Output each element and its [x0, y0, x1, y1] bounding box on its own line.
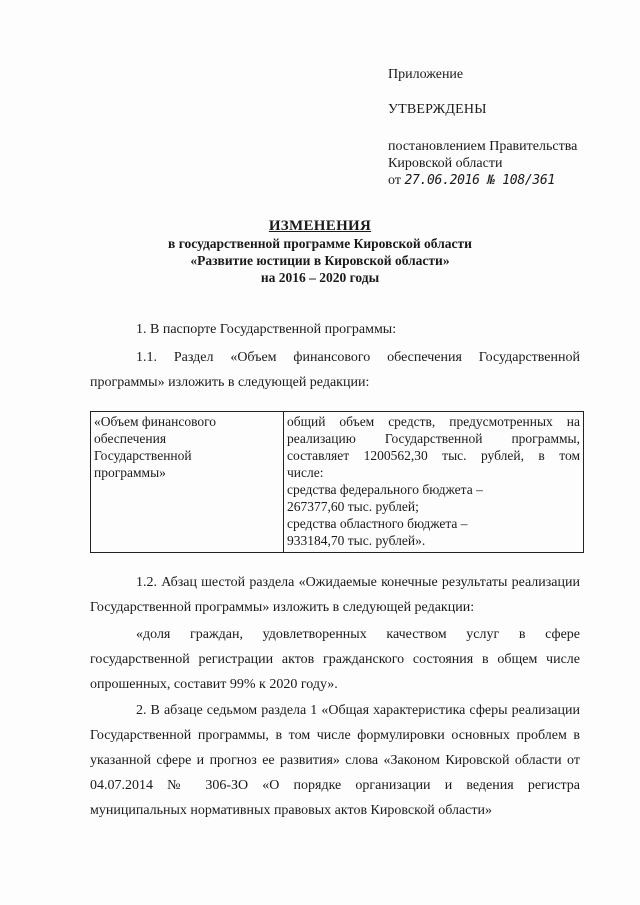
table-left-line: программы»: [94, 465, 166, 480]
document-title-block: [130, 218, 510, 286]
title-line-1: в государственной программе Кировской области: [168, 236, 472, 251]
approval-block: [388, 66, 628, 189]
table-right-line: составляет 1200562,30 тыс. рублей, в том: [287, 448, 580, 463]
table-right-line: средства областного бюджета –: [287, 516, 468, 531]
table-right-line: общий объем средств, предусмотренных на: [287, 414, 580, 429]
paragraph-1-2: 1.2. Абзац шестой раздела «Ожидаемые конечные результаты реализации Государственной программы» изложить в следующей редакции:: [90, 575, 580, 615]
approved-label: УТВЕРЖДЕНЫ: [388, 102, 487, 117]
resolution-line-3: [388, 172, 628, 189]
resolution-line-1: постановлением Правительства: [388, 139, 578, 154]
table-right-line: 933184,70 тыс. рублей».: [287, 533, 426, 548]
table-right-line: числе:: [287, 465, 324, 480]
table-right-line: средства федерального бюджета –: [287, 482, 483, 497]
table-right-line: 267377,60 тыс. рублей;: [287, 499, 419, 514]
table-row: [91, 412, 584, 553]
appendix-label: Приложение: [388, 67, 464, 82]
resolution-handwritten-number: 27.06.2016 № 108/361: [404, 173, 555, 188]
title-line-3: на 2016 – 2020 годы: [260, 270, 380, 285]
table-left-line: обеспечения: [94, 431, 167, 446]
document-title: ИЗМЕНЕНИЯ: [268, 218, 372, 234]
table-right-line: реализацию Государственной программы,: [287, 431, 580, 446]
table-left-line: Государственной: [94, 448, 192, 463]
resolution-line-2: Кировской области: [388, 156, 503, 171]
quoted-paragraph: «доля граждан, удовлетворенных качеством услуг в сфере государственной регистрации актов гражданского состояния в общем числе опрошенных, составит 99% к 2020 году».: [90, 627, 580, 692]
financing-table: [90, 411, 584, 553]
table-cell-label: [91, 412, 284, 553]
title-line-2: «Развитие юстиции в Кировской области»: [190, 253, 450, 268]
paragraph-2: 2. В абзаце седьмом раздела 1 «Общая характеристика сферы реализации Государственной программы, в том числе формулировки основных проблем в указанной сфере и прогноз ее развития» слова «Законом Кировской области от 04.07.2014 № 306-ЗО «О порядке организации и ведения регистра муниципальных нормативных правовых актов Кировской области»: [90, 703, 580, 818]
table-cell-value: [284, 412, 584, 553]
paragraph-1: 1. В паспорте Государственной программы:: [136, 322, 397, 337]
resolution-reference: [388, 138, 628, 189]
table-left-line: «Объем финансового: [94, 414, 217, 429]
paragraph-1-1: 1.1. Раздел «Объем финансового обеспечения Государственной программы» изложить в следующей редакции:: [90, 350, 580, 390]
resolution-date-prefix: от: [388, 173, 401, 188]
